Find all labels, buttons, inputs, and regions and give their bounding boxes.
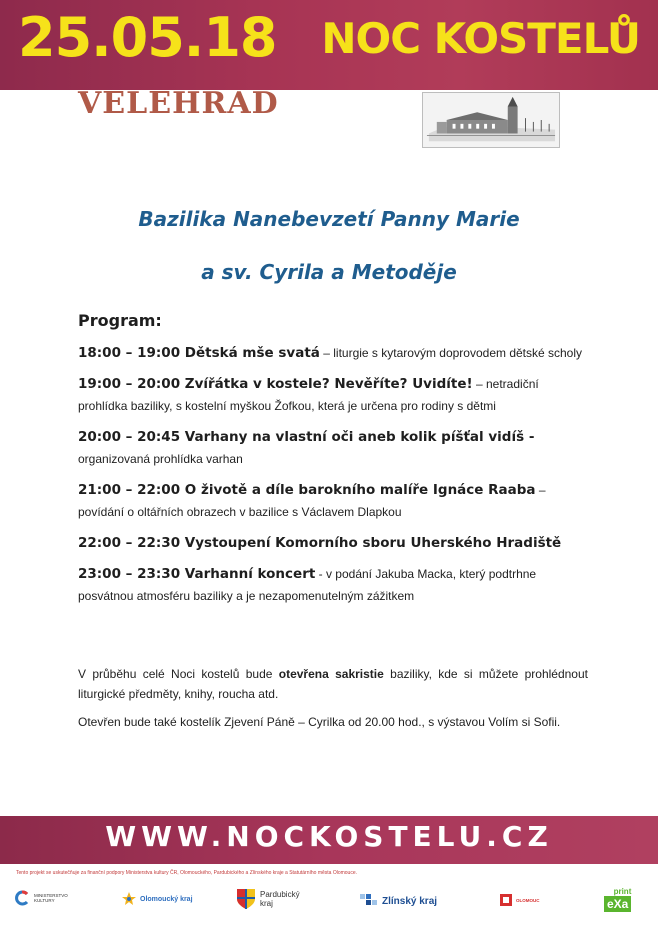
program-list [78,342,588,616]
program-item [78,342,588,364]
church-name-line2: a sv. Cyrila a Metoděje [201,260,457,284]
program-item [78,426,588,470]
program-item-desc: organizovaná prohlídka varhan [78,452,243,466]
ministry-logo-text: MINISTERSTVO KULTURY [34,893,68,903]
olomouc-eagle-icon [500,894,512,906]
pardubicky-kraj-text [260,890,300,908]
program-item [78,532,588,554]
event-title: NOC KOSTELŮ [321,14,640,63]
print-exa-bottom: eXa [604,896,631,912]
program-item-desc: – povídání o oltářních obrazech v bazilice s Václavem Dlapkou [78,483,546,519]
program-item [78,373,588,417]
zlinsky-kraj-logo [360,894,437,908]
church-sketch-image [422,92,560,148]
pardubicky-shield-icon [236,888,256,910]
pardubicky-kraj-logo [236,888,300,910]
olomouc-text: OLOMOUC [516,897,540,903]
olomoucky-kraj-text: Olomoucký kraj [140,895,193,903]
info-text: baziliky, kde si můžete prohlédnout liturgické předměty, knihy, roucha atd. [78,667,588,701]
church-name-line1: Bazilika Nanebevzetí Panny Marie [138,207,520,231]
cyrilka-info: Otevřen bude také kostelík Zjevení Páně – Cyrilka od 20.00 hod., s výstavou Volím si Sofii. [78,715,561,729]
program-item-title: 22:00 – 22:30 Vystoupení Komorního sboru Uherského Hradiště [78,535,562,551]
zlinsky-kraj-text: Zlínský kraj [382,895,438,907]
program-heading: Program: [78,311,162,330]
print-exa-top: print [613,887,632,896]
program-item-title: 23:00 – 23:30 Varhanní koncert [78,566,316,582]
pardubicky-line2: kraj [260,899,273,908]
program-item-desc: – liturgie s kytarovým doprovodem dětské scholy [319,346,583,360]
sacristy-info [78,664,588,704]
info-text: V průběhu celé Noci kostelů bude [78,667,279,681]
program-item-title: 21:00 – 22:00 O životě a díle barokního malíře Ignáce Raaba [78,482,536,498]
program-item-desc: – netradiční prohlídka baziliky, s kostelní myškou Žofkou, která je určena pro rodiny s dětmi [78,377,539,413]
place-name: VELEHRAD [78,86,279,121]
program-item [78,563,588,607]
program-item-title: 20:00 – 20:45 Varhany na vlastní oči aneb kolik píšťal vidíš - [78,429,535,445]
funding-note: Tento projekt se uskutečňuje za finanční podpory Ministerstva kultury ČR, Olomouckého, Pardubického a Zlínského kraje a Statutárního města Olomouce. [16,870,358,876]
print-exa-logo [604,888,631,912]
program-item-desc: - v podání Jakuba Macka, který podtrhne posvátnou atmosféru baziliky a je nezapomenutelným zážitkem [78,567,537,603]
zlinsky-squares-icon [360,894,378,908]
event-date: 25.05.18 [18,6,277,69]
olomoucky-star-icon [122,892,136,906]
olomoucky-kraj-logo [122,892,193,906]
program-item-title: 18:00 – 19:00 Dětská mše svatá [78,345,320,361]
pardubicky-line1: Pardubický [260,890,300,899]
info-highlight: otevřena sakristie [278,667,384,681]
sponsor-logos [0,884,658,928]
ministry-logo [14,890,74,906]
program-item-title: 19:00 – 20:00 Zvířátka v kostele? Nevěříte? Uvidíte! [78,376,473,392]
website-url[interactable]: WWW.NOCKOSTELU.CZ [105,820,553,853]
ministry-c-icon [14,890,30,906]
olomouc-city-logo [500,894,540,906]
program-item [78,479,588,523]
